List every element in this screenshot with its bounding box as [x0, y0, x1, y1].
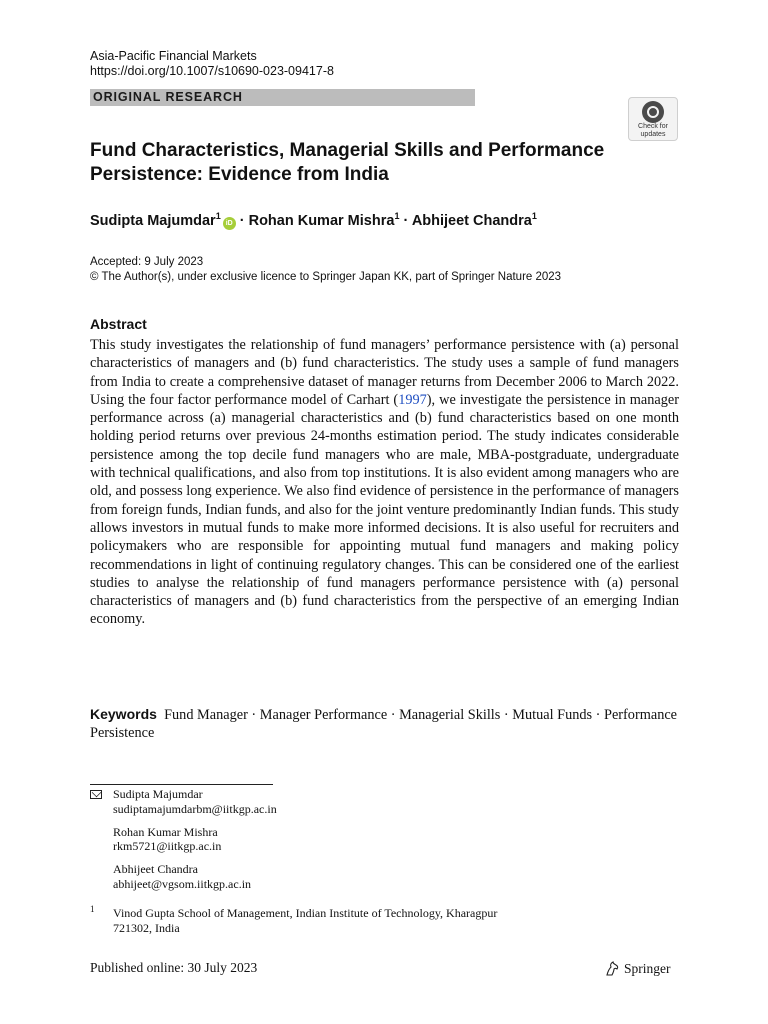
accepted-date: Accepted: 9 July 2023 — [90, 256, 204, 268]
contact-email[interactable]: abhijeet@vgsom.iitkgp.ac.in — [113, 876, 252, 891]
contact-email[interactable]: sudiptamajumdarbm@iitkgp.ac.in — [113, 801, 277, 816]
author-separator: · — [235, 213, 249, 229]
affiliation — [113, 906, 543, 936]
author-affil-sup: 1 — [531, 211, 537, 221]
keywords-block — [90, 705, 679, 743]
keywords-list: Fund Manager · Manager Performance · Managerial Skills · Mutual Funds · Performance Persistence — [90, 707, 678, 742]
affiliation-number: 1 — [90, 904, 95, 914]
journal-header — [90, 49, 334, 79]
affiliation-line2: 721302, India — [113, 921, 180, 935]
contact-list — [113, 787, 277, 892]
section-band — [90, 89, 475, 106]
section-label: ORIGINAL RESEARCH — [93, 90, 243, 104]
publisher-name: Springer — [624, 961, 671, 976]
keywords-heading: Keywords — [90, 706, 157, 722]
journal-doi[interactable]: https://doi.org/10.1007/s10690-023-09417-8 — [90, 64, 334, 78]
title-line1: Fund Characteristics, Managerial Skills and Performance — [90, 140, 605, 161]
check-badge-line2: updates — [640, 131, 666, 138]
check-for-updates-icon — [642, 101, 664, 123]
article-dates — [90, 255, 561, 285]
publisher-logo[interactable] — [604, 961, 671, 977]
abstract-part1: This study investigates the relationship of fund managers’ performance persistence with (a) personal characteristics of managers and (b) fund characteristics. The study uses a sample of fund managers from India to create a comprehensive dataset of manager returns from December 2006 to March 2022. Using the four factor performance model of Carhart ( — [90, 337, 679, 408]
abstract-text — [90, 336, 679, 629]
contact-name: Abhijeet Chandra — [113, 862, 198, 877]
orcid-icon[interactable]: iD — [223, 217, 236, 230]
author-name[interactable]: Abhijeet Chandra — [411, 213, 532, 229]
check-for-updates-badge[interactable] — [628, 97, 678, 141]
abstract-part2: ), we investigate the persistence in manager performance across (a) managerial characteristics and (b) fund characteristics based on one month holding period returns over previous 24-months estimation period. The study indicates considerable persistence among the top decile fund managers who are male, MBA-postgraduate, undergraduate with technical qualifications, and also from top institutions. It is also evident among managers who are old, and possess long experience. We also find evidence of persistence in the performance of managers from foreign funds, Indian funds, and also for the joint venture predominantly Indian funds. This study allows investors in mutual funds to make more informed decisions. It is also useful for recruiters and policymakers who are responsible for appointing mutual fund managers and making policy recommendations in light of continuing regulatory changes. This can be considered one of the earliest studies to analyse the relationship of fund managers performance persistence with (a) personal characteristics of managers and (b) fund characteristics from the perspective of an emerging Indian economy. — [90, 391, 679, 628]
envelope-icon — [90, 790, 102, 799]
check-badge-line1: Check for — [638, 123, 668, 130]
springer-horse-icon — [604, 961, 620, 977]
author-affil-sup: 1 — [215, 211, 221, 221]
contact-name: Rohan Kumar Mishra — [113, 824, 218, 839]
author-affil-sup: 1 — [394, 211, 400, 221]
title-line2: Persistence: Evidence from India — [90, 164, 389, 185]
author-name[interactable]: Sudipta Majumdar — [90, 213, 216, 229]
citation-link[interactable]: 1997 — [398, 391, 427, 408]
published-date: Published online: 30 July 2023 — [90, 960, 258, 975]
author-separator: · — [399, 213, 412, 229]
copyright-line: © The Author(s), under exclusive licence to Springer Japan KK, part of Springer Nature 2023 — [90, 271, 562, 283]
paper-title — [90, 139, 630, 187]
author-name[interactable]: Rohan Kumar Mishra — [248, 213, 395, 229]
journal-name: Asia-Pacific Financial Markets — [90, 49, 257, 63]
contact-email[interactable]: rkm5721@iitkgp.ac.in — [113, 839, 222, 854]
footnote-divider — [90, 784, 273, 785]
abstract-heading: Abstract — [90, 316, 147, 332]
author-list — [90, 207, 537, 230]
contact-name: Sudipta Majumdar — [113, 787, 203, 801]
affiliation-line1: Vinod Gupta School of Management, Indian Institute of Technology, Kharagpur — [113, 906, 498, 920]
